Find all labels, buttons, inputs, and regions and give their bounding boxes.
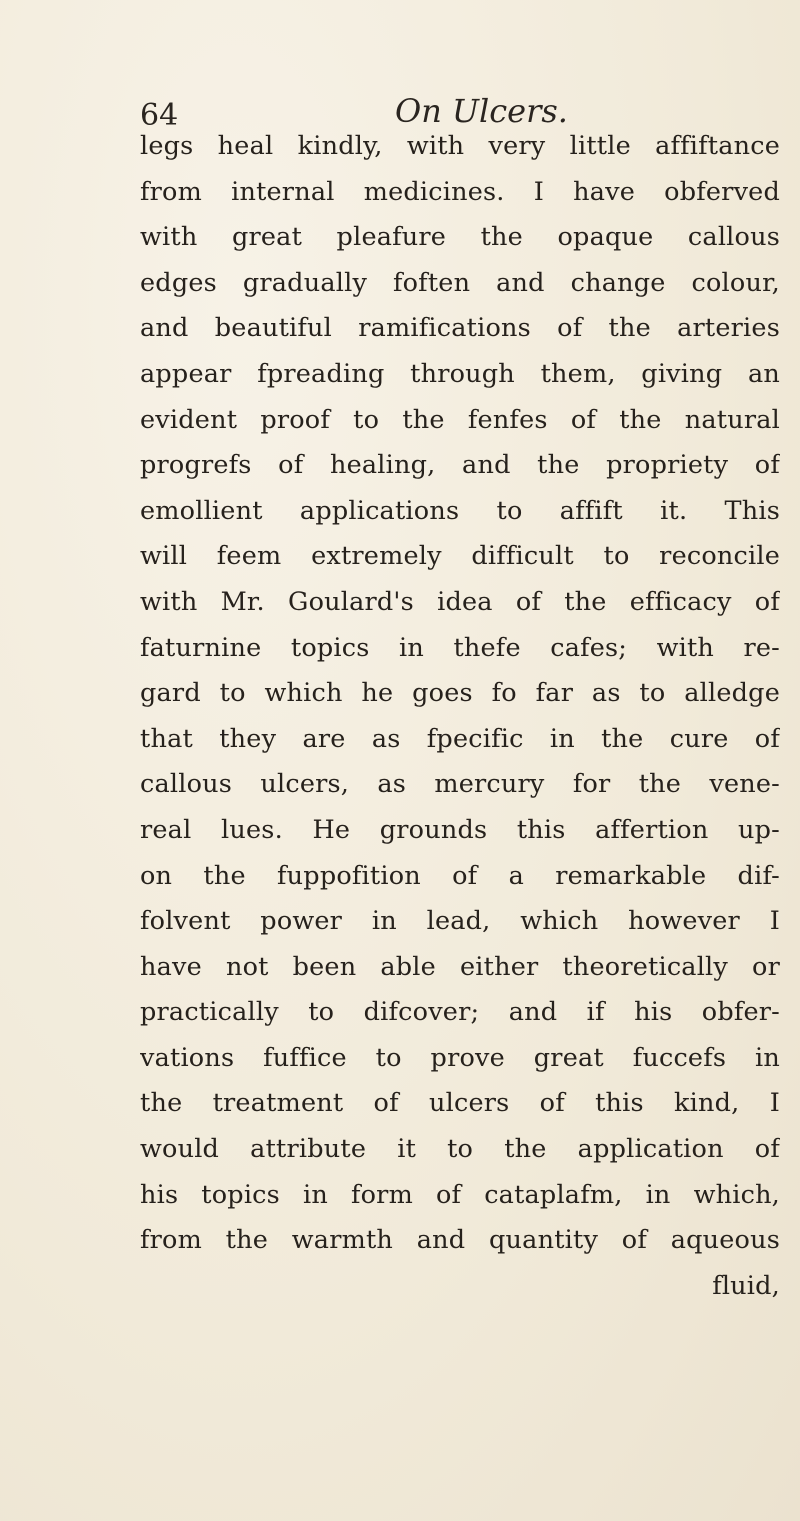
text-line: evident proof to the fenfes of the natural [140, 404, 780, 435]
text-line: from the warmth and quantity of aqueous [140, 1225, 780, 1256]
text-line: faturnine topics in thefe cafes; with re- [140, 632, 780, 663]
text-line: would attribute it to the application of [140, 1134, 780, 1165]
text-line: appear fpreading through them, giving an [140, 358, 780, 389]
body-text [140, 124, 780, 1309]
catchword: fluid, [712, 1270, 780, 1301]
text-line: folvent power in lead, which however I [140, 906, 780, 937]
text-line: with great pleafure the opaque callous [140, 222, 780, 253]
text-line: legs heal kindly, with very little affiftance [140, 131, 780, 161]
text-line: have not been able either theoretically or [140, 951, 780, 982]
text-line: with Mr. Goulard's idea of the efficacy of [140, 586, 780, 617]
text-line: gard to which he goes fo far as to alledge [140, 678, 780, 709]
text-line: the treatment of ulcers of this kind, I [140, 1088, 780, 1119]
text-line: his topics in form of cataplafm, in which, [140, 1179, 780, 1210]
text-line: progrefs of healing, and the propriety of [140, 450, 780, 481]
text-line: vations fuffice to prove great fuccefs in [140, 1042, 780, 1073]
text-line: real lues. He grounds this affertion up- [140, 814, 780, 845]
text-line: will feem extremely difficult to reconcile [140, 541, 780, 572]
text-line: edges gradually foften and change colour, [140, 267, 780, 298]
text-line: on the fuppofition of a remarkable dif- [140, 860, 780, 891]
text-line: emollient applications to affift it. This [140, 495, 780, 526]
text-line: and beautiful ramifications of the arteries [140, 313, 780, 344]
running-title: On Ulcers. [395, 92, 568, 130]
text-line: from internal medicines. I have obferved [140, 176, 780, 207]
text-line: that they are as fpecific in the cure of [140, 723, 780, 754]
text-line: practically to difcover; and if his obfer- [140, 997, 780, 1028]
page-number: 64 [140, 98, 179, 133]
text-line: callous ulcers, as mercury for the vene- [140, 769, 780, 800]
